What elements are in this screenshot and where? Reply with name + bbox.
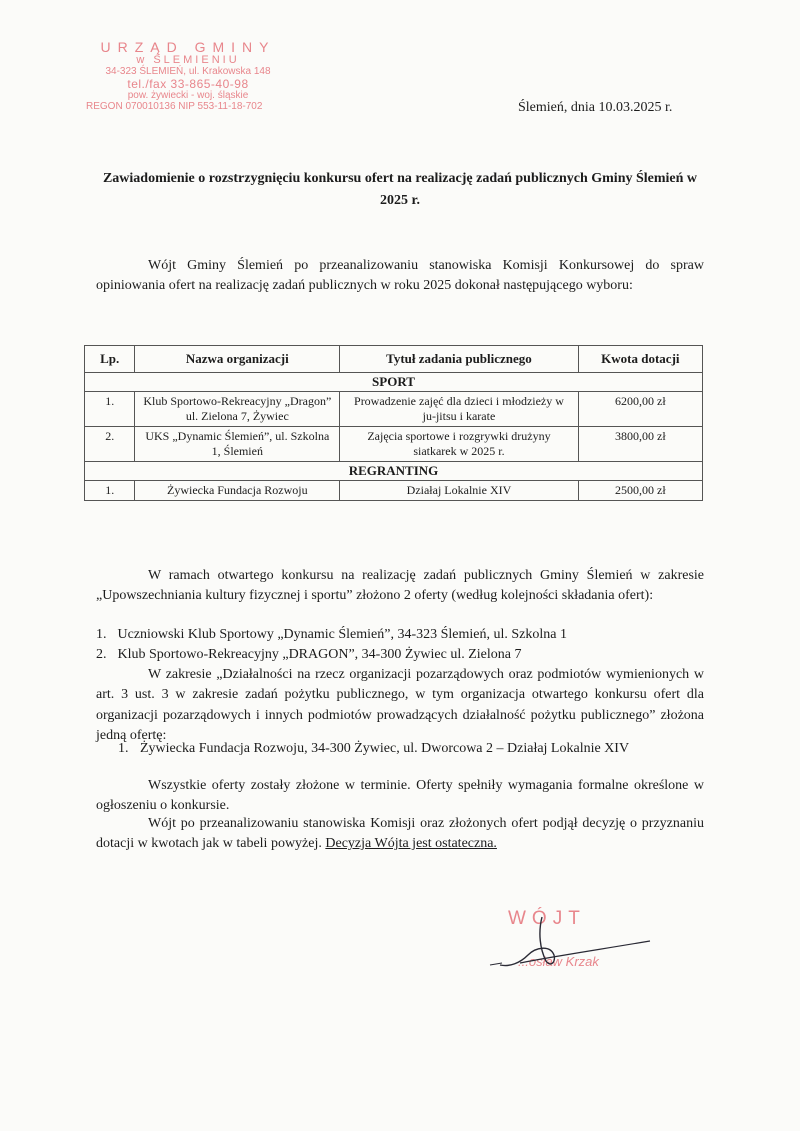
table-row bbox=[85, 392, 703, 427]
header-organization: Nazwa organizacji bbox=[135, 346, 340, 373]
stamp-line: URZĄD GMINY bbox=[100, 39, 276, 55]
stamp-line: w ŚLEMIENIU bbox=[136, 54, 240, 67]
stamp-line: 34-323 ŚLEMIEŃ, ul. Krakowska 148 bbox=[105, 65, 271, 77]
header-task: Tytuł zadania publicznego bbox=[340, 346, 578, 373]
cell-amount: 6200,00 zł bbox=[578, 392, 702, 427]
cell-task: Prowadzenie zajęć dla dzieci i młodzieży w ju-jitsu i karate bbox=[340, 392, 578, 427]
document-date: Ślemień, dnia 10.03.2025 r. bbox=[518, 100, 673, 115]
header-amount: Kwota dotacji bbox=[578, 346, 702, 373]
sport-paragraph: W ramach otwartego konkursu na realizację zadań publicznych Gminy Ślemień w zakresie „Upowszechniania kultury fizycznej i sportu” złożono 2 oferty (według kolejności składania ofert): bbox=[96, 568, 704, 604]
cell-organization: UKS „Dynamic Ślemień”, ul. Szkolna 1, Ślemień bbox=[135, 427, 340, 462]
final-decision-text: Decyzja Wójta jest ostateczna. bbox=[325, 836, 497, 852]
cell-task: Działaj Lokalnie XIV bbox=[340, 481, 578, 501]
table-row bbox=[85, 427, 703, 462]
ngo-offers-list bbox=[118, 739, 704, 759]
stamp-line: tel./fax 33-865-40-98 bbox=[127, 76, 249, 91]
list-item bbox=[96, 625, 704, 645]
table-row bbox=[85, 481, 703, 501]
list-text: Uczniowski Klub Sportowy „Dynamic Ślemień”, 34-323 Ślemień, ul. Szkolna 1 bbox=[117, 627, 567, 642]
cell-lp: 1. bbox=[85, 481, 135, 501]
section-sport: SPORT bbox=[85, 373, 703, 392]
stamp-line: REGON 070010136 NIP 553-11-18-702 bbox=[86, 100, 263, 112]
list-item bbox=[96, 645, 704, 665]
section-regranting: REGRANTING bbox=[85, 462, 703, 481]
list-item bbox=[118, 739, 704, 759]
sport-offers-list bbox=[96, 625, 704, 666]
header-lp: Lp. bbox=[85, 346, 135, 373]
section-row bbox=[85, 462, 703, 481]
list-number: 1. bbox=[96, 627, 107, 642]
stamp-line: pow. żywiecki - woj. śląskie bbox=[127, 89, 249, 101]
cell-lp: 1. bbox=[85, 392, 135, 427]
decision-text: Wójt po przeanalizowaniu stanowiska Komisji oraz złożonych ofert podjął decyzję o przyznaniu dotacji w kwotach jak w tabeli powyżej. bbox=[96, 816, 704, 852]
document-title: Zawiadomienie o rozstrzygnięciu konkursu ofert na realizację zadań publicznych Gminy Ślemień w 2025 r. bbox=[102, 171, 698, 209]
section-row bbox=[85, 373, 703, 392]
list-text: Żywiecka Fundacja Rozwoju, 34-300 Żywiec, ul. Dworcowa 2 – Działaj Lokalnie XIV bbox=[140, 741, 630, 756]
office-stamp bbox=[84, 40, 292, 112]
signature-label: WÓJT bbox=[508, 908, 586, 929]
table-header-row bbox=[85, 346, 703, 373]
intro-paragraph: Wójt Gminy Ślemień po przeanalizowaniu stanowiska Komisji Konkursowej do spraw opiniowania ofert na realizację zadań publicznych w roku 2025 dokonał następującego wyboru: bbox=[96, 258, 704, 294]
cell-lp: 2. bbox=[85, 427, 135, 462]
cell-task: Zajęcia sportowe i rozgrywki drużyny siatkarek w 2025 r. bbox=[340, 427, 578, 462]
offers-table bbox=[84, 345, 703, 501]
cell-organization: Klub Sportowo-Rekreacyjny „Dragon” ul. Zielona 7, Żywiec bbox=[135, 392, 340, 427]
signature-scribble-icon bbox=[480, 905, 660, 985]
ngo-paragraph: W zakresie „Działalności na rzecz organizacji pozarządowych oraz podmiotów wymienionych w art. 3 ust. 3 w zakresie zadań pożytku publicznego, w tym organizacja otwartego konkursu ofert dla organizacji pozarządowych i innych podmiotów prowadzących działalność pożytku publicznego” złożona jedną ofertę: bbox=[96, 667, 704, 743]
cell-amount: 2500,00 zł bbox=[578, 481, 702, 501]
decision-paragraph bbox=[96, 814, 704, 855]
list-number: 1. bbox=[118, 741, 129, 756]
list-text: Klub Sportowo-Rekreacyjny „DRAGON”, 34-300 Żywiec ul. Zielona 7 bbox=[117, 647, 522, 663]
compliance-paragraph: Wszystkie oferty zostały złożone w terminie. Oferty spełniły wymagania formalne określone w ogłoszeniu o konkursie. bbox=[96, 778, 704, 814]
cell-organization: Żywiecka Fundacja Rozwoju bbox=[135, 481, 340, 501]
list-number: 2. bbox=[96, 647, 107, 663]
signature-name: ...osław Krzak bbox=[518, 954, 599, 969]
cell-amount: 3800,00 zł bbox=[578, 427, 702, 462]
